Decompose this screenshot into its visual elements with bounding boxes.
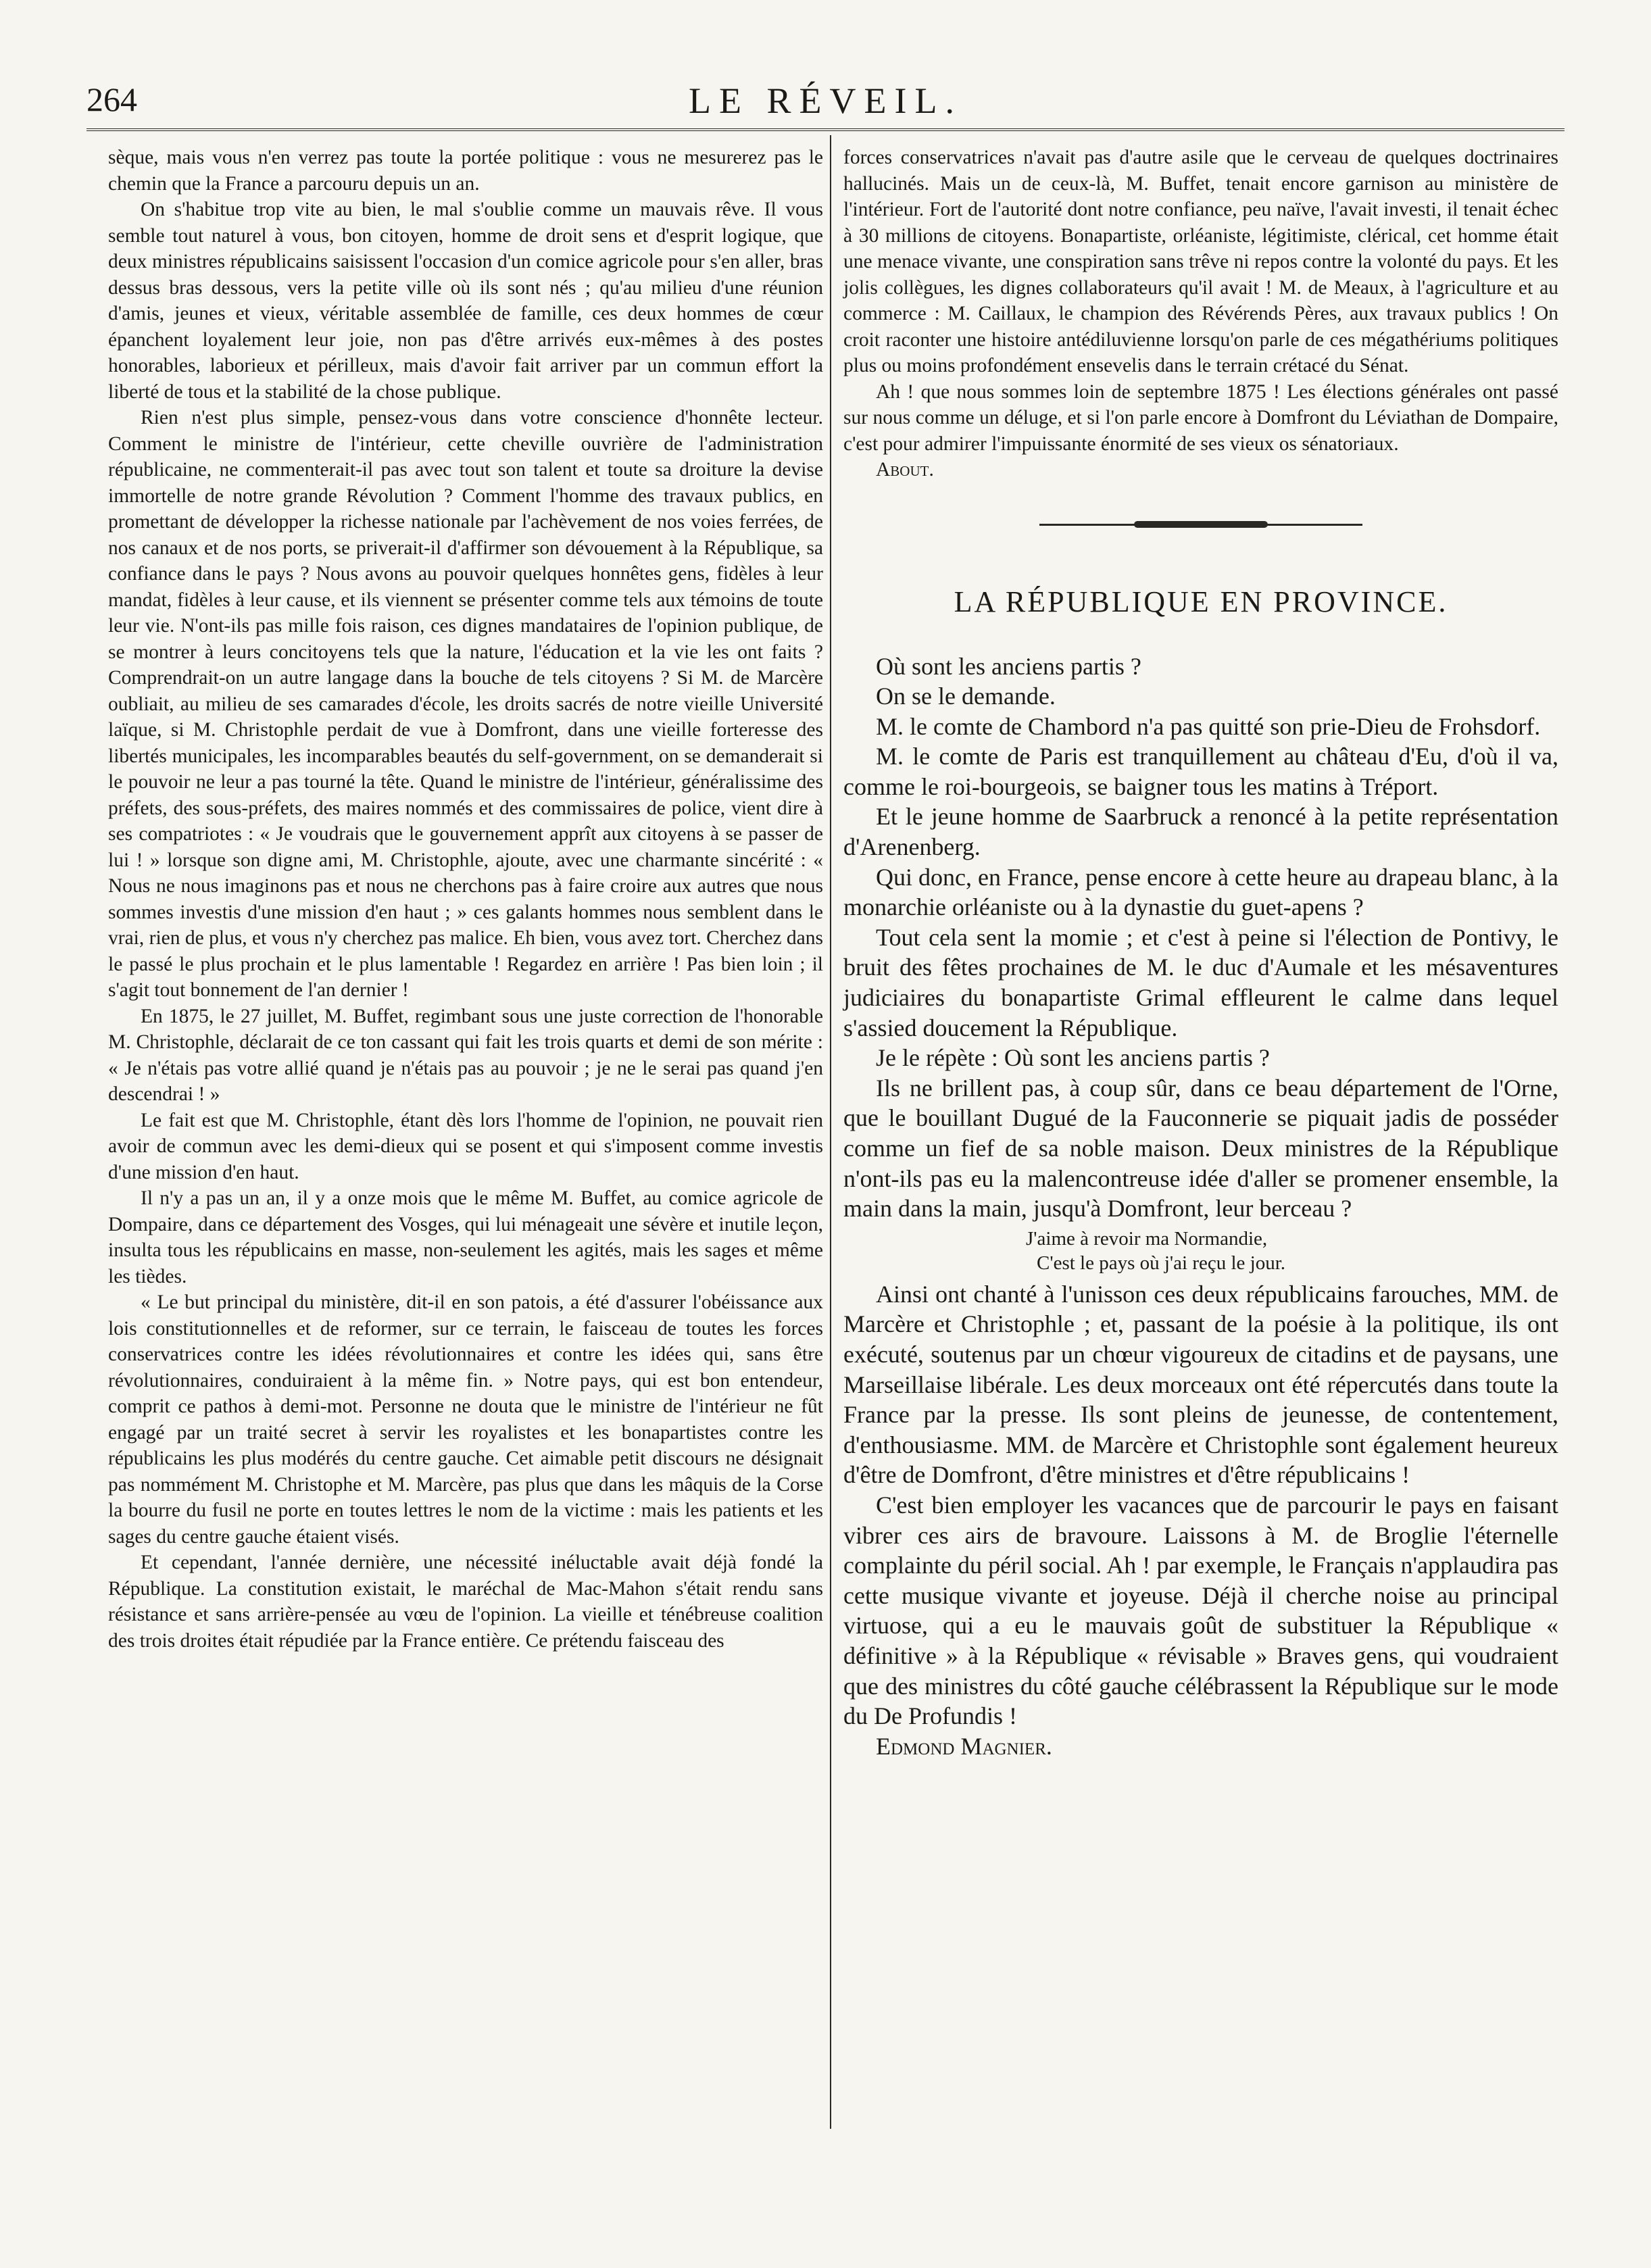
- paragraph: Où sont les anciens partis ?: [876, 652, 1141, 680]
- paragraph: Rien n'est plus simple, pensez-vous dans votre conscience d'honnête lecteur. Comment le ministre de l'intérieur, cette cheville ouvrière de l'administration républicaine, ne commenterait-il pas avec tout son talent et toute sa droiture la devise immortelle de notre grande Révolution ? Comment l'homme des travaux publics, en promettant de développer la richesse nationale par l'achèvement de nos voies ferrées, de nos canaux et de nos ports, se priverait-il d'affirmer son dévouement à la République, sa confiance dans le pays ? Nous avons au pouvoir quelques honnêtes gens, fidèles à leur mandat, fidèles à leur cause, et ils viennent se présenter comme tels aux témoins de toute leur vie. N'ont-ils pas mille fois raison, ces dignes mandataires de l'opinion publique, de se montrer à leurs concitoyens tels que la nature, l'éducation et la vie les ont faits ? Comprendrait-on un autre langage dans la bouche de tels citoyens ? Si M. de Marcère oubliait, au milieu de ses camarades d'école, les droits sacrés de notre vieille Université laïque, si M. Christophle perdait de vue à Domfront, dans une vieille forteresse des libertés municipales, les incomparables beautés du self-government, on se demanderait si le pouvoir ne leur a pas tourné la tête. Quand le ministre de l'intérieur, généralissime des préfets, des sous-préfets, des maires nommés et des commissaires de police, vient dire à ses compatriotes : « Je voudrais que le gouvernement apprît aux citoyens à se passer de lui ! » lorsque son digne ami, M. Christophle, ajoute, avec une charmante sincérité : « Nous ne nous imaginons pas et nous ne cherchons pas à faire croire aux autres que nous sommes investis d'une mission d'en haut ; » ces galants hommes nous semblent dans le vrai, rien de plus, et vous n'y cherchez pas malice. Eh bien, vous avez tort. Cherchez dans le passé le plus prochain et le plus lamentable ! Regardez en arrière ! Pas bien loin ; il s'agit tout bonnement de l'an dernier !: [108, 407, 823, 1001]
- paragraph: On se le demande.: [876, 683, 1056, 710]
- paragraph: M. le comte de Chambord n'a pas quitté son prie-Dieu de Frohsdorf.: [876, 712, 1541, 740]
- paragraph: Il n'y a pas un an, il y a onze mois que le même M. Buffet, au comice agricole de Dompaire, dans ce département des Vosges, qui lui ménageait une sévère et inutile leçon, insulta tous les républicains en masse, non-seulement les agités, mais les sages et même les tièdes.: [108, 1187, 823, 1287]
- paragraph: Je le répète : Où sont les anciens partis ?: [876, 1044, 1270, 1072]
- paragraph: M. le comte de Paris est tranquillement au château d'Eu, d'où il va, comme le roi-bourgeois, se baigner tous les matins à Tréport.: [843, 743, 1558, 800]
- left-column: [108, 145, 823, 1654]
- header-rule: [87, 128, 1564, 134]
- paragraph: Qui donc, en France, pense encore à cette heure au drapeau blanc, à la monarchie orléaniste ou à la dynastie du guet-apens ?: [843, 863, 1558, 921]
- page-number: 264: [87, 80, 137, 118]
- paragraph: Ils ne brillent pas, à coup sûr, dans ce beau département de l'Orne, que le bouillant Dugué de la Fauconnerie se piquait jadis de posséder comme un fief de sa noble maison. Deux ministres de la République n'ont-ils pas eu la malencontreuse idée d'aller se promener ensemble, la main dans la main, jusqu'à Domfront, leur berceau ?: [843, 1074, 1558, 1223]
- article-body: [843, 651, 1558, 1762]
- paragraph: Tout cela sent la momie ; et c'est à peine si l'élection de Pontivy, le bruit des fêtes prochaines de M. le duc d'Aumale et les mésaventures judiciaires du bonapartiste Grimal effleurent le calme dans lequel s'assied doucement la République.: [843, 923, 1558, 1041]
- verse-line: J'aime à revoir ma Normandie,: [1026, 1227, 1268, 1250]
- section-title: LA RÉPUBLIQUE EN PROVINCE.: [954, 585, 1448, 618]
- right-column: [843, 145, 1558, 1761]
- article-separator: [843, 483, 1558, 564]
- paragraph: En 1875, le 27 juillet, M. Buffet, regimbant sous une juste correction de l'honorable M. Christophle, déclarait de ce ton cassant qui fait les trois quarts et demi de son mérite : « Je n'étais pas votre allié quand je n'étais pas au pouvoir ; je ne le serai pas quand j'en descendrai ! »: [108, 1005, 823, 1105]
- verse-quote: [843, 1227, 1558, 1275]
- article-continuation: [843, 145, 1558, 483]
- paragraph: C'est bien employer les vacances que de parcourir le pays en faisant vibrer ces airs de bravoure. Laissons à M. de Broglie l'éternelle complainte du péril social. Ah ! par exemple, le Français n'applaudira pas cette musique vivante et joyeuse. Déjà il cherche noise au principal virtuose, qui a eu le mauvais goût de substituer la République « définitive » à la République « révisable » Braves gens, qui voudraient que des ministres du côté gauche célébrassent la République sur le mode du De Profundis !: [843, 1491, 1558, 1730]
- author-signature: About.: [876, 459, 934, 480]
- paragraph: sèque, mais vous n'en verrez pas toute la portée politique : vous ne mesurerez pas le chemin que la France a parcouru depuis un an.: [108, 147, 823, 195]
- paragraph: Et le jeune homme de Saarbruck a renoncé à la petite représentation d'Arenenberg.: [843, 803, 1558, 861]
- verse-line: C'est le pays où j'ai reçu le jour.: [1037, 1252, 1286, 1274]
- author-signature: Edmond Magnier.: [876, 1732, 1052, 1760]
- paragraph: Ah ! que nous sommes loin de septembre 1875 ! Les élections générales ont passé sur nous comme un déluge, et si l'on parle encore à Domfront du Léviathan de Dompaire, c'est pour admirer l'impuissante énormité de ses vieux os sénatoriaux.: [843, 380, 1558, 455]
- paragraph: Et cependant, l'année dernière, une nécessité inéluctable avait déjà fondé la République. La constitution existait, le maréchal de Mac-Mahon s'était rendu sans résistance et sans arrière-pensée au vœu de l'opinion. La vieille et ténébreuse coalition des trois droites était répudiée par la France entière. Ce prétendu faisceau des: [108, 1552, 823, 1652]
- paragraph: Le fait est que M. Christophle, étant dès lors l'homme de l'opinion, ne pouvait rien avoir de commun avec les demi-dieux qui se posent et qui s'imposent comme investis d'une mission d'en haut.: [108, 1109, 823, 1183]
- journal-title: LE RÉVEIL.: [689, 80, 962, 121]
- paragraph: « Le but principal du ministère, dit-il en son patois, a été d'assurer l'obéissance aux lois constitutionnelles et de reformer, sur ce terrain, le faisceau de toutes les forces conservatrices contre les idées révolutionnaires et contre les idées qui, sans être révolutionnaires, conduiraient à la même fin. » Notre pays, qui est bon entendeur, comprit ce pathos à demi-mot. Personne ne douta que le ministre de l'intérieur ne fût engagé par un traité secret à servir les royalistes et les bonapartistes contre les républicains les plus modérés du centre gauche. Cet aimable petit discours ne désignait pas nommément M. Christophe et M. Marcère, pas plus que dans les mâquis de la Corse la bourre du fusil ne porte en toutes lettres le nom de la victime : mais les patients et les sages du centre gauche étaient visés.: [108, 1291, 823, 1548]
- column-divider: [830, 135, 831, 2129]
- paragraph: Ainsi ont chanté à l'unisson ces deux républicains farouches, MM. de Marcère et Christophle ; et, passant de la poésie à la politique, ils ont exécuté, soutenus par un chœur vigoureux de citadins et de paysans, une Marseillaise libérale. Les deux morceaux ont été répercutés dans toute la France par la presse. Ils sont pleins de jeunesse, de contentement, d'enthousiasme. MM. de Marcère et Christophle sont également heureux d'être de Domfront, d'être ministres et d'être républicains !: [843, 1280, 1558, 1489]
- paragraph: On s'habitue trop vite au bien, le mal s'oublie comme un mauvais rêve. Il vous semble tout naturel à vous, bon citoyen, homme de droit sens et d'esprit logique, que deux ministres républicains saisissent l'occasion d'un comice agricole pour s'en aller, bras dessus bras dessous, vers la petite ville où ils sont nés ; qu'au milieu d'une réunion d'amis, jeunes et vieux, véritable assemblée de famille, ces deux hommes de cœur épanchent loyalement leur joie, non pas d'être arrivés eux-mêmes à des postes honorables, laborieux et périlleux, mais d'avoir fait arriver par un commun effort la liberté de tous et la stabilité de la chose publique.: [108, 199, 823, 403]
- paragraph: forces conservatrices n'avait pas d'autre asile que le cerveau de quelques doctrinaires hallucinés. Mais un de ceux-là, M. Buffet, tenait encore garnison au ministère de l'intérieur. Fort de l'autorité dont notre confiance, peu naïve, l'avait investi, il tenait échec à 30 millions de citoyens. Bonapartiste, orléaniste, légitimiste, clérical, cet homme était une menace vivante, une conspiration sans trêve ni repos contre la volonté du pays. Et les jolis collègues, les dignes collaborateurs qu'il avait ! M. de Meaux, à l'agriculture et au commerce : M. Caillaux, le champion des Révérends Pères, aux travaux publics ! On croit raconter une histoire antédiluvienne lorsqu'on parle de ces mégathériums politiques plus ou moins profondément ensevelis dans le terrain crétacé du Sénat.: [843, 147, 1558, 376]
